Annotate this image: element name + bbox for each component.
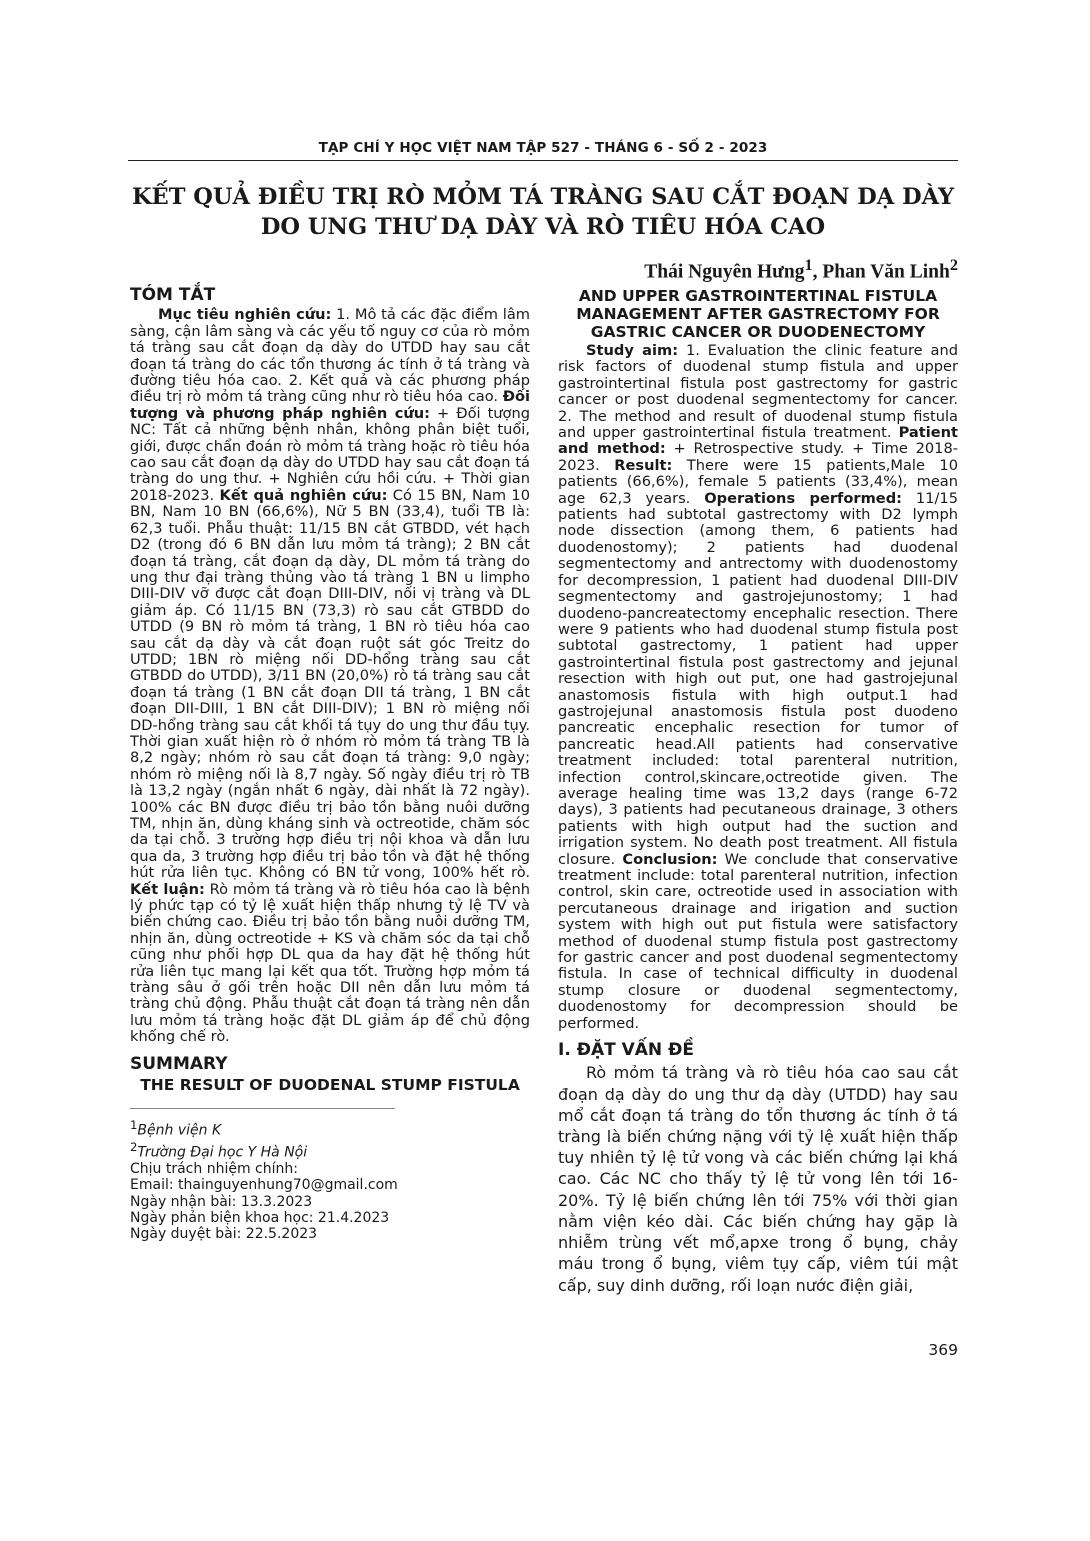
footnotes — [130, 1117, 530, 1242]
title-line-2: DO UNG THƯ DẠ DÀY VÀ RÒ TIÊU HÓA CAO — [260, 214, 826, 240]
author-separator: , — [812, 261, 823, 283]
abstract-vi-aim-label: Mục tiêu nghiên cứu: — [158, 306, 332, 324]
abstract-en-result-label: Result: — [614, 456, 673, 474]
author-2-affil: 2 — [949, 256, 958, 274]
abstract-en-operations-text: 11/15 patients had subtotal gastrectomy with D2 lymph node dissection (among them, 6 patients had duodenostomy); 2 patients had duodenal segmentectomy and antrectomy with duodenostomy for decompression, 1 patient had duodenal DIII-DIV segmentectomy and gastrojejunostomy; 1 had duodeno-pancreatectomy encephalic resection. There were 9 patients who had duodenal stump fistula post subtotal gastrectomy, 1 patient had upper gastrointertinal fistula post gastrectomy and jejunal resection with high out put, one had gastrojejunal anastomosis fistula with high output.1 had gastrojejunal anastomosis fistula post duodeno pancreatic encephalic resection for tumor of pancreatic head.All patients had conservative treatment included: total parenteral nutrition, infection control,skincare,octreotide given. The average healing time was 13,2 days (range 6-72 days), 3 patients had pecutaneous drainage, 3 others patients with high output had the suction and irrigation system. No death post treatment. All fistula closure. — [558, 489, 958, 868]
abstract-en-conclusion-label: Conclusion: — [622, 850, 718, 868]
abstract-vi-result-text: Có 15 BN, Nam 10 BN, Nam 10 BN (66,6%), Nữ 5 BN (33,4), tuổi TB là: 62,3 tuổi. Phẫu thuật: 11/15 BN cắt GTBDD, vét hạch D2 (trong đó 6 BN dẫn lưu mỏm tá tràng); 2 BN cắt đoạn tá tràng, cắt đoạn dạ dày, DL mỏm tá tràng do ung thư đại tràng thủng vào tá tràng 1 BN u limpho DIII-DIV vỡ được cắt đoạn DIII-DIV, nối vị tràng và DL giảm áp. Có 11/15 BN (73,3) rò sau cắt GTBDD do UTDD (9 BN rò mỏm tá tràng, 1 BN rò tiêu hóa cao sau cắt dạ dày và cắt đoạn ruột sát góc Treitz do UTDD; 1BN rò miệng nối DD-hổng tràng sau cắt GTBDD do UTDD), 3/11 BN (20,0%) rò tá tràng sau cắt đoạn tá tràng (1 BN cắt đoạn DII tá tràng, 1 BN cắt đoạn DII-DIII, 1 BN cắt DIII-DIV); 1 BN rò miệng nối DD-hổng tràng sau cắt khối tá tụy do ung thư đầu tụy. Thời gian xuất hiện rò ở nhóm rò mỏm tá tràng TB là 8,2 ngày; nhóm rò sau cắt đoạn tá tràng: 9,0 ngày; nhóm rò miệng nối là 8,7 ngày. Số ngày điều trị rò TB là 13,2 ngày (ngắn nhất 6 ngày, dài nhất là 72 ngày). 100% các BN được điều trị bảo tồn bằng nuôi dưỡng TM, nhịn ăn, dùng kháng sinh và octreotide, chăm sóc da tại chỗ. 3 trường hợp điều trị nội khoa và dẫn lưu qua da, 3 trường hợp điều trị bảo tồn và đặt hệ thống hút rửa liên tục. Không có BN tử vong, 100% hết rò. — [130, 486, 530, 882]
abstract-en-operations-label: Operations performed: — [704, 489, 902, 507]
abstract-en-aim-label: Study aim: — [586, 342, 679, 359]
author-2: Phan Văn Linh — [822, 261, 950, 283]
footnote-corresponding: Chịu trách nhiệm chính: — [130, 1161, 298, 1177]
abstract-en-text — [558, 343, 958, 1032]
abstract-vi-method-text: + Đối tượng NC: Tất cả những bệnh nhân, không phân biệt tuổi, giới, được chẩn đoán rò mỏm tá tràng hoặc rò tiêu hóa cao sau cắt đoạn dạ dày do UTDD hay sau cắt đoạn tá tràng do ung thư. + Nghiên cứu hồi cứu. + Thời gian 2018-2023. — [130, 404, 530, 504]
abstract-en-aim-text: 1. Evaluation the clinic feature and risk factors of duodenal stump fistula and upper gastrointertinal fistula post gastrectomy for gastric cancer or post duodenal segmentectomy for cancer. 2. The method and result of duodenal stump fistula and upper gastrointertinal fistula treatment. — [558, 342, 958, 442]
author-1: Thái Nguyên Hưng — [644, 261, 805, 283]
left-column — [130, 287, 530, 1242]
footnote-accepted: Ngày duyệt bài: 22.5.2023 — [130, 1226, 318, 1243]
footnote-affil-1 — [130, 1117, 530, 1139]
summary-heading-block — [130, 1053, 530, 1095]
author-1-affil: 1 — [804, 256, 813, 274]
article-title — [128, 182, 958, 242]
footnote-reviewed: Ngày phản biện khoa học: 21.4.2023 — [130, 1209, 390, 1226]
abstract-vi-aim-text: 1. Mô tả các đặc điểm lâm sàng, cận lâm sàng và các yếu tố nguy cơ của rò mỏm tá tràng sau cắt đoạn dạ dày do UTDD hay sau cắt đoạn tá tràng do các tổn thương ác tính ở tá tràng và đường tiêu hóa cao. 2. Kết quả và các phương pháp điều trị rò mỏm tá tràng cũng như rò tiêu hóa cao. — [130, 306, 530, 406]
footnote-email: Email: thainguyenhung70@gmail.com — [130, 1177, 398, 1194]
summary-heading: SUMMARY — [130, 1053, 228, 1074]
summary-title-part-2: AND UPPER GASTROINTERTINAL FISTULA MANAGEMENT AFTER GASTRECTOMY FOR GASTRIC CANCER OR DUODENECTOMY — [576, 287, 940, 341]
abstract-en-method-text: + Retrospective study. + Time 2018-2023. — [558, 440, 959, 474]
abstract-vi-method-label: Đối tượng và phương pháp nghiên cứu: — [130, 388, 530, 422]
right-column — [558, 287, 958, 1296]
section-1-heading: I. ĐẶT VẤN ĐỀ — [558, 1040, 694, 1061]
abstract-vi-text — [130, 307, 530, 1045]
header-rule — [128, 160, 958, 161]
author-line — [458, 256, 958, 284]
page-number: 369 — [928, 1341, 958, 1359]
footnote-received: Ngày nhận bài: 13.3.2023 — [130, 1193, 313, 1210]
title-line-1: KẾT QUẢ ĐIỀU TRỊ RÒ MỎM TÁ TRÀNG SAU CẮT ĐOẠN DẠ DÀY — [131, 184, 955, 210]
running-head: TẠP CHÍ Y HỌC VIỆT NAM TẬP 527 - THÁNG 6 - SỐ 2 - 2023 — [318, 140, 768, 156]
abstract-vi-conclusion-label: Kết luận: — [130, 880, 205, 898]
abstract-vi-conclusion-text: Rò mỏm tá tràng và rò tiêu hóa cao là bệnh lý phức tạp có tỷ lệ xuất hiện thấp nhưng tỷ lệ TV và biến chứng cao. Điều trị bảo tồn bằng nuôi dưỡng TM, nhịn ăn, dùng octreotide + KS và chăm sóc da tại chỗ cũng như phối hợp DL qua da hay đặt hệ thống hút rửa liên tục mang lại kết qua tốt. Trường hợp mỏm tá tràng sâu ở gối trên hoặc DII nên dẫn lưu mỏm tá tràng chủ động. Phẫu thuật cắt đoạn tá tràng nên dẫn lưu mỏm tá tràng hoặc đặt DL giảm áp để chủ động khống chế rò. — [130, 880, 530, 1046]
footnote-2-text: Trường Đại học Y Hà Nội — [137, 1144, 308, 1161]
footnote-rule — [130, 1108, 395, 1109]
section-1-text: Rò mỏm tá tràng và rò tiêu hóa cao sau cắt đoạn dạ dày do ung thư dạ dày (UTDD) hay sau mổ cắt đoạn tá tràng do tổn thương ác tính ở tá tràng là biến chứng nặng với tỷ lệ xuất hiện thấp tuy nhiên tỷ lệ tử vong và các biến chứng lại khá cao. Các NC cho thấy tỷ lệ tử vong lên tới 16-20%. Tỷ lệ biến chứng lên tới 75% với thời gian nằm viện kéo dài. Các biến chứng hay gặp là nhiễm trùng vết mổ,apxe trong ổ bụng, chảy máu trong ổ bụng, viêm tụy cấp, viêm túi mật cấp, suy dinh dưỡng, rối loạn nước điện giải, — [558, 1063, 958, 1295]
footnote-1-mark: 1 — [130, 1118, 138, 1133]
abstract-en-result-text: There were 15 patients,Male 10 patients (66,6%), female 5 patients (33,4%), mean age 62,3 years. — [558, 456, 959, 507]
abstract-vi-heading: TÓM TẮT — [130, 285, 216, 305]
abstract-en-method-label: Patient and method: — [558, 424, 958, 458]
footnote-2-mark: 2 — [130, 1140, 138, 1155]
abstract-vi-result-label: Kết quả nghiên cứu: — [219, 486, 388, 504]
footnote-1-text: Bệnh viện K — [137, 1122, 222, 1139]
footnote-affil-2 — [130, 1139, 530, 1161]
abstract-en-conclusion-text: We conclude that conservative treatment include: total parenteral nutrition, infection control, skin care, octreotide used in association with percutaneous drainage and irigation and suction system with high out put fistula were satisfactory method of duodenal stump fistula post gastrectomy for gastric cancer and post duodenal segmentectomy fistula. In case of technical difficulty in duodenal stump closure or duodenal segmentectomy, duodenostomy for decompression should be performed. — [558, 850, 958, 1032]
summary-title-part-1: THE RESULT OF DUODENAL STUMP FISTULA — [140, 1076, 520, 1095]
